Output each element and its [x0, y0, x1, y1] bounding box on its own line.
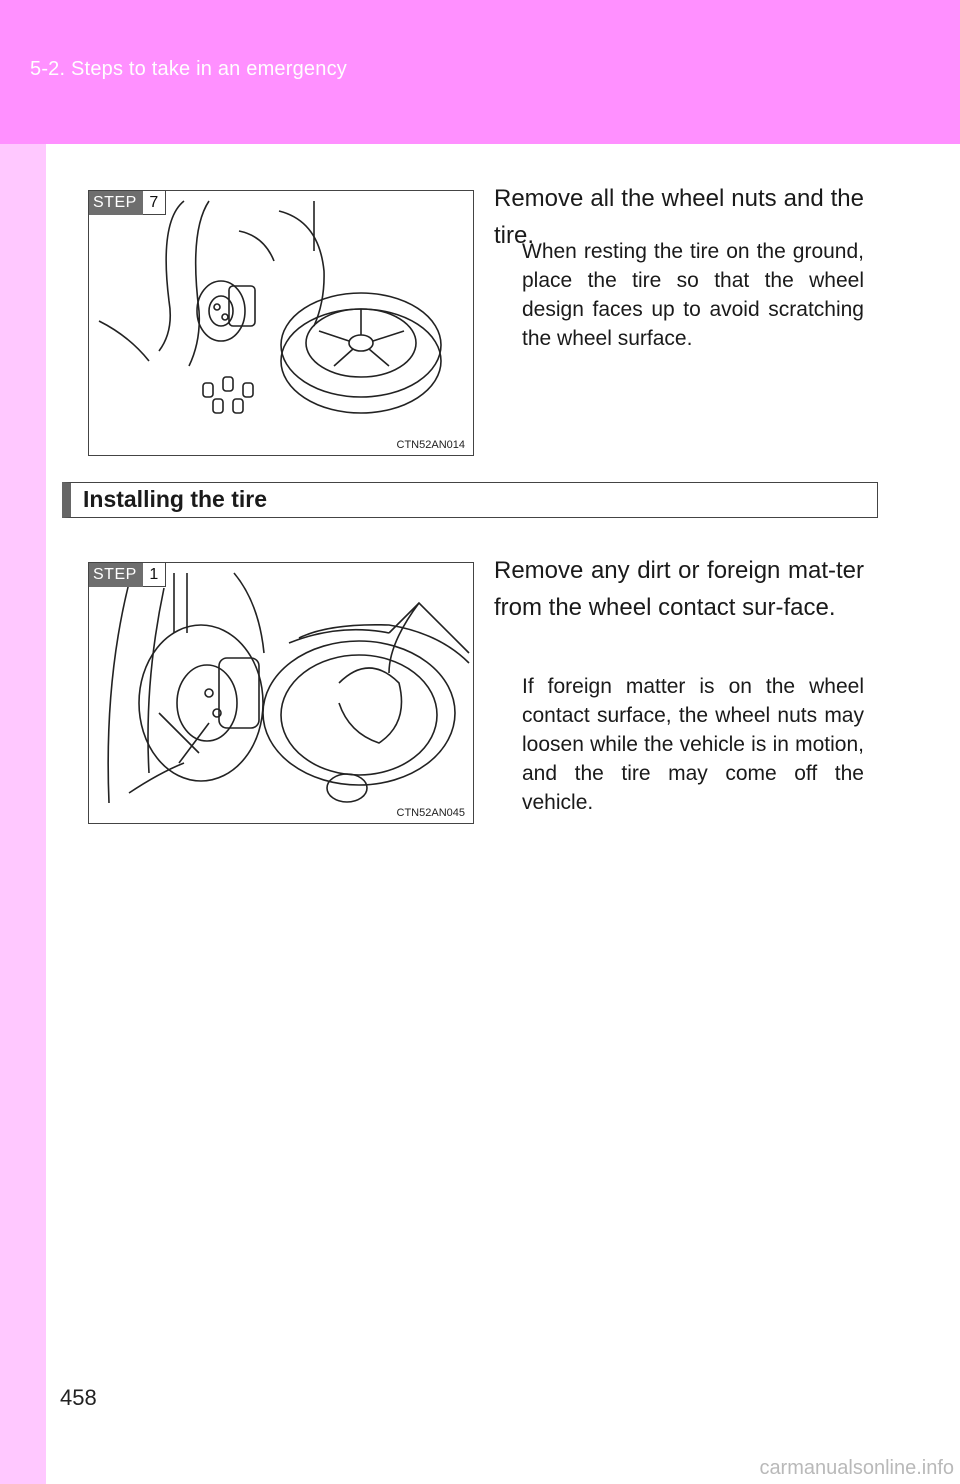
- side-strip: [0, 144, 46, 1484]
- page-number: 458: [60, 1385, 97, 1410]
- step-badge: [89, 191, 166, 215]
- watermark: carmanualsonline.info: [759, 1457, 954, 1479]
- step1-instruction: Remove any dirt or foreign mat-ter from the wheel contact sur-face.: [494, 557, 864, 621]
- section-title: 5-2. Steps to take in an emergency: [30, 58, 347, 80]
- cleaning-illustration: [89, 563, 473, 823]
- figure-code: CTN52AN014: [396, 439, 465, 451]
- wheel-removal-illustration: [89, 191, 473, 455]
- section-heading: [62, 482, 878, 518]
- step7-instruction: Remove all the wheel nuts and the tire.: [494, 185, 864, 249]
- step-label: STEP: [89, 563, 143, 587]
- step-number: 1: [143, 563, 166, 587]
- step-number: 7: [143, 191, 166, 215]
- step7-note: When resting the tire on the ground, place the tire so that the wheel design faces up to avoid scratching the wheel surface.: [522, 240, 864, 350]
- figure-remove-wheel: [88, 190, 474, 456]
- figure-code: CTN52AN045: [396, 807, 465, 819]
- step1-note: If foreign matter is on the wheel contact surface, the wheel nuts may loosen while the vehicle is in motion, and the tire may come off the vehicle.: [522, 675, 864, 814]
- figure-clean-contact-surface: [88, 562, 474, 824]
- step-badge: [89, 563, 166, 587]
- section-heading-text: Installing the tire: [83, 486, 268, 512]
- step-label: STEP: [89, 191, 143, 215]
